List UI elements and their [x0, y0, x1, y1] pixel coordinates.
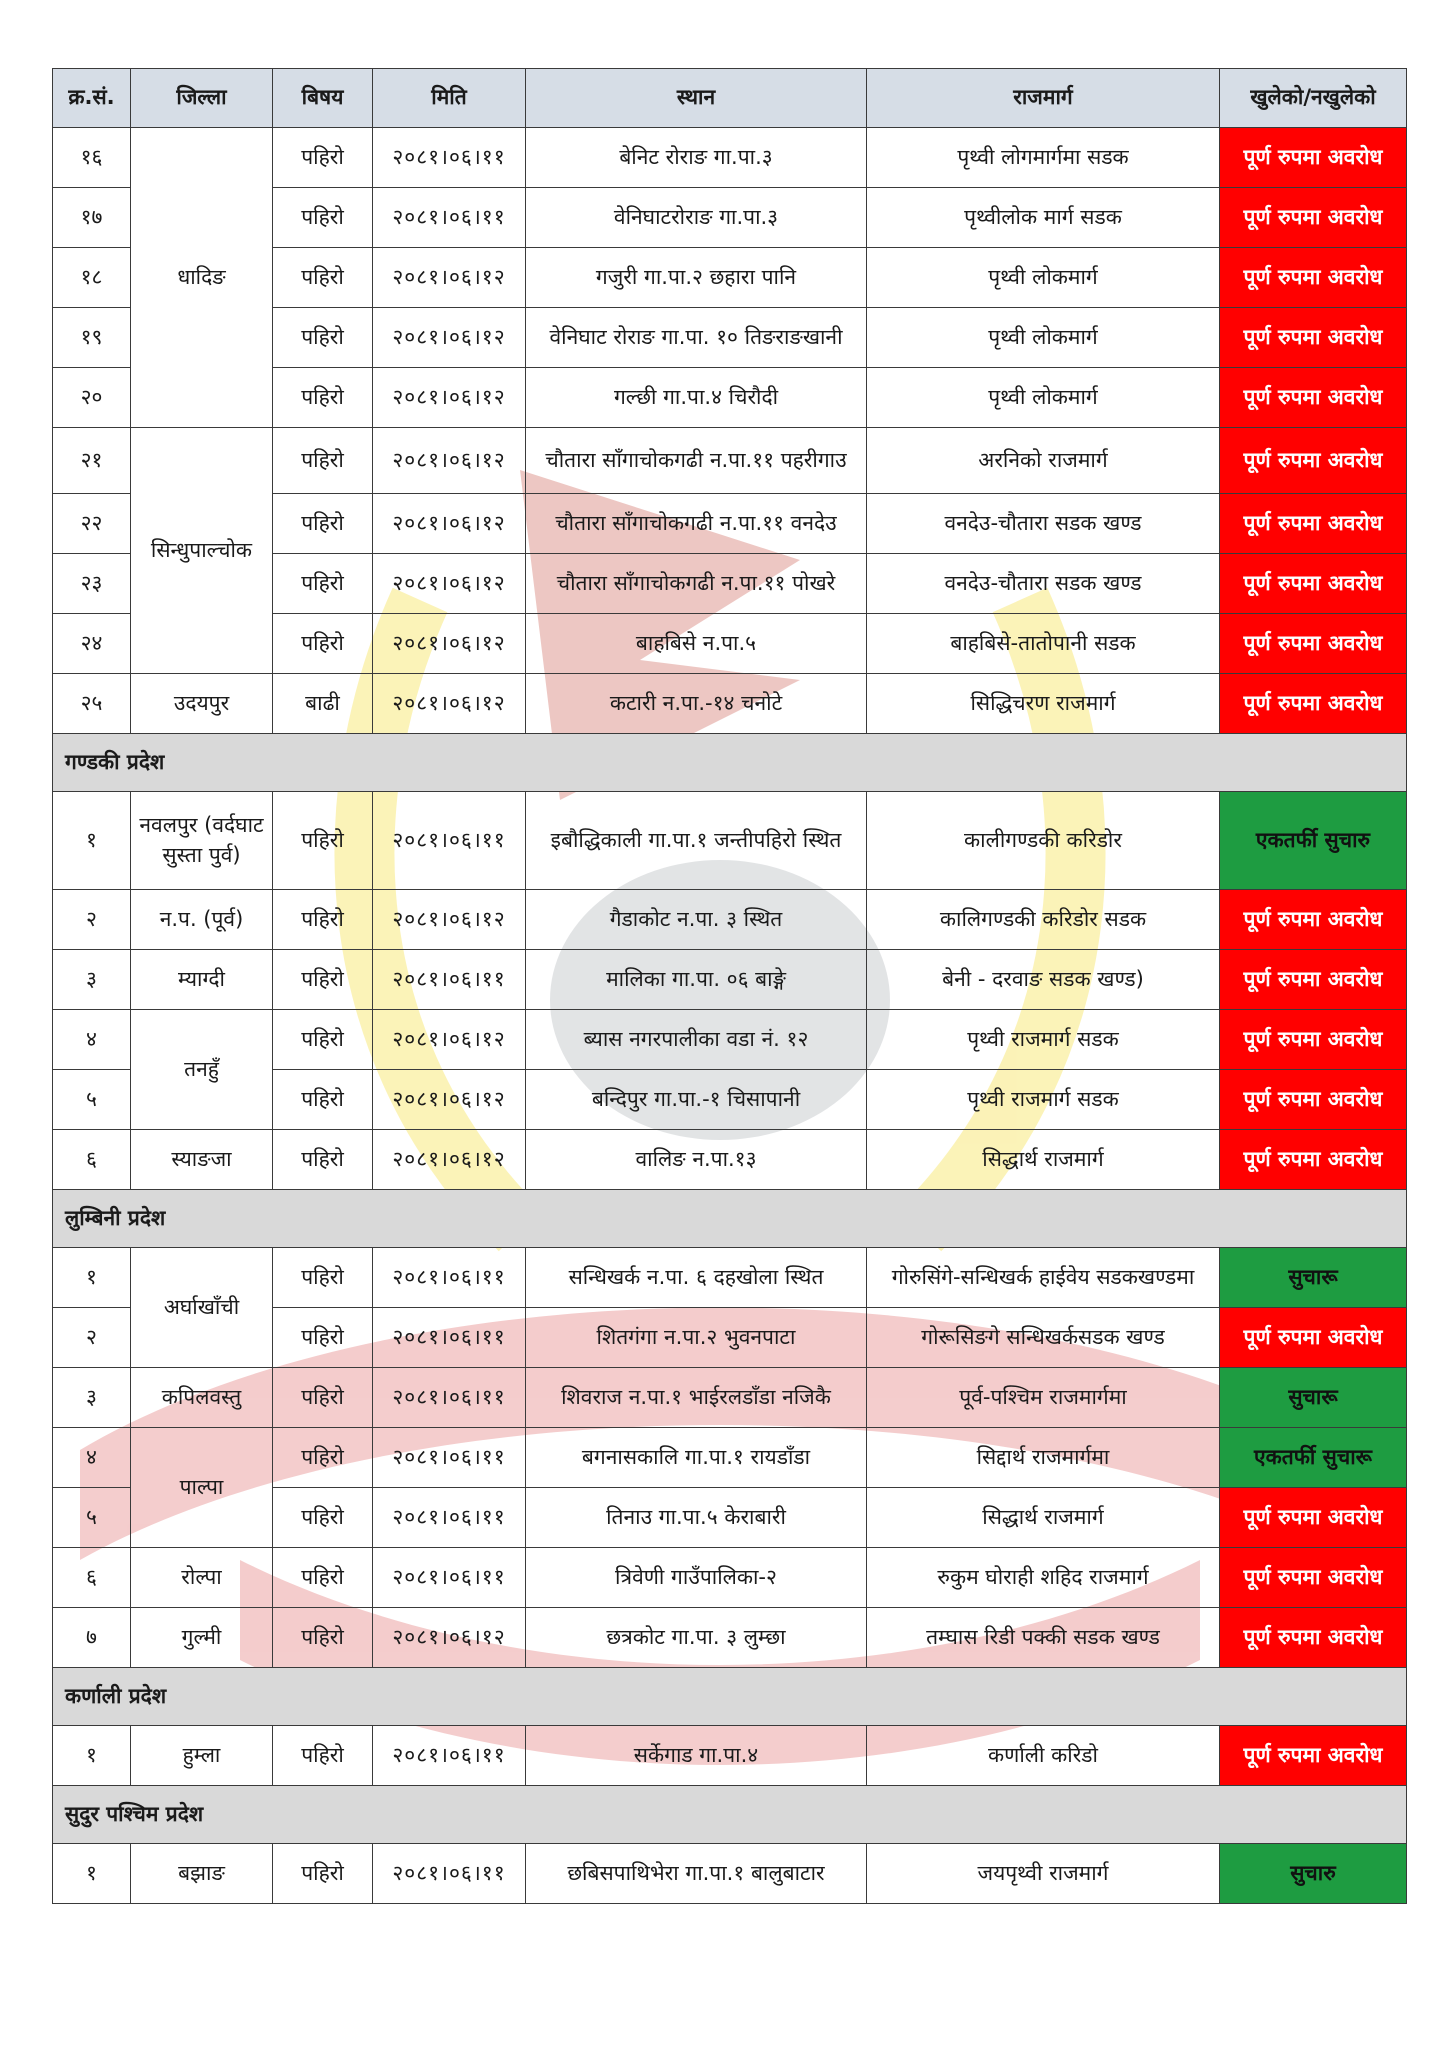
highway-cell: पृथ्वी लोकमार्ग [867, 308, 1220, 368]
status-cell: पूर्ण रुपमा अवरोध [1220, 308, 1407, 368]
place-cell: सन्धिखर्क न.पा. ६ दहखोला स्थित [526, 1248, 867, 1308]
date-cell: २०८१।०६।११ [373, 1248, 526, 1308]
status-cell: पूर्ण रुपमा अवरोध [1220, 494, 1407, 554]
highway-cell: पृथ्वी लोकमार्ग [867, 368, 1220, 428]
status-cell: पूर्ण रुपमा अवरोध [1220, 674, 1407, 734]
topic-cell: पहिरो [273, 1428, 373, 1488]
topic-cell: पहिरो [273, 1130, 373, 1190]
date-cell: २०८१।०६।१२ [373, 1608, 526, 1668]
table-row [53, 674, 1407, 734]
status-cell: पूर्ण रुपमा अवरोध [1220, 1308, 1407, 1368]
date-cell: २०८१।०६।१२ [373, 248, 526, 308]
date-cell: २०८१।०६।११ [373, 1368, 526, 1428]
header-place: स्थान [526, 69, 867, 128]
serial-cell: ५ [53, 1488, 131, 1548]
table-row [53, 950, 1407, 1010]
section-row [53, 1668, 1407, 1726]
header-topic: बिषय [273, 69, 373, 128]
serial-cell: २४ [53, 614, 131, 674]
status-cell: पूर्ण रुपमा अवरोध [1220, 428, 1407, 494]
status-cell: एकतर्फी सुचारु [1220, 792, 1407, 890]
district-cell: सिन्धुपाल्चोक [131, 428, 273, 674]
serial-cell: २० [53, 368, 131, 428]
topic-cell: पहिरो [273, 1488, 373, 1548]
date-cell: २०८१।०६।११ [373, 1308, 526, 1368]
district-cell: रोल्पा [131, 1548, 273, 1608]
serial-cell: २ [53, 1308, 131, 1368]
topic-cell: पहिरो [273, 248, 373, 308]
serial-cell: ६ [53, 1130, 131, 1190]
header-district: जिल्ला [131, 69, 273, 128]
serial-cell: २१ [53, 428, 131, 494]
topic-cell: पहिरो [273, 1070, 373, 1130]
district-cell: स्याङजा [131, 1130, 273, 1190]
place-cell: शितगंगा न.पा.२ भुवनपाटा [526, 1308, 867, 1368]
place-cell: छत्रकोट गा.पा. ३ लुम्छा [526, 1608, 867, 1668]
highway-cell: रुकुम घोराही शहिद राजमार्ग [867, 1548, 1220, 1608]
place-cell: ब्यास नगरपालीका वडा नं. १२ [526, 1010, 867, 1070]
highway-cell: बाहबिसे-तातोपानी सडक [867, 614, 1220, 674]
section-row [53, 1786, 1407, 1844]
header-serial: क्र.सं. [53, 69, 131, 128]
date-cell: २०८१।०६।११ [373, 188, 526, 248]
highway-cell: कर्णाली करिडो [867, 1726, 1220, 1786]
status-cell: पूर्ण रुपमा अवरोध [1220, 248, 1407, 308]
serial-cell: १८ [53, 248, 131, 308]
status-cell: पूर्ण रुपमा अवरोध [1220, 188, 1407, 248]
district-cell: पाल्पा [131, 1428, 273, 1548]
table-row [53, 1010, 1407, 1070]
topic-cell: पहिरो [273, 614, 373, 674]
district-cell: नवलपुर (वर्दघाट सुस्ता पुर्व) [131, 792, 273, 890]
serial-cell: २ [53, 890, 131, 950]
date-cell: २०८१।०६।११ [373, 1844, 526, 1904]
section-row [53, 1190, 1407, 1248]
date-cell: २०८१।०६।१२ [373, 1130, 526, 1190]
place-cell: वेनिघाट रोराङ गा.पा. १० तिङराङखानी [526, 308, 867, 368]
status-cell: पूर्ण रुपमा अवरोध [1220, 1726, 1407, 1786]
place-cell: बगनासकालि गा.पा.१ रायडाँडा [526, 1428, 867, 1488]
topic-cell: पहिरो [273, 792, 373, 890]
status-cell: पूर्ण रुपमा अवरोध [1220, 1130, 1407, 1190]
place-cell: तिनाउ गा.पा.५ केराबारी [526, 1488, 867, 1548]
section-row [53, 734, 1407, 792]
section-title: कर्णाली प्रदेश [53, 1668, 1407, 1726]
date-cell: २०८१।०६।१२ [373, 368, 526, 428]
table-row [53, 792, 1407, 890]
date-cell: २०८१।०६।१२ [373, 890, 526, 950]
table-body [53, 128, 1407, 1904]
serial-cell: १६ [53, 128, 131, 188]
serial-cell: ४ [53, 1428, 131, 1488]
place-cell: वेनिघाटरोराङ गा.पा.३ [526, 188, 867, 248]
table-row [53, 128, 1407, 188]
status-cell: पूर्ण रुपमा अवरोध [1220, 128, 1407, 188]
table-row [53, 1428, 1407, 1488]
date-cell: २०८१।०६।११ [373, 950, 526, 1010]
highway-cell: कालीगण्डकी करिडोर [867, 792, 1220, 890]
topic-cell: पहिरो [273, 1368, 373, 1428]
district-cell: तनहुँ [131, 1010, 273, 1130]
date-cell: २०८१।०६।११ [373, 792, 526, 890]
topic-cell: पहिरो [273, 1248, 373, 1308]
place-cell: बन्दिपुर गा.पा.-१ चिसापानी [526, 1070, 867, 1130]
topic-cell: पहिरो [273, 428, 373, 494]
topic-cell: पहिरो [273, 554, 373, 614]
table-row [53, 1368, 1407, 1428]
place-cell: चौतारा साँगाचोकगढी न.पा.११ पोखरे [526, 554, 867, 614]
highway-cell: पूर्व-पश्चिम राजमार्गमा [867, 1368, 1220, 1428]
status-cell: सुचारू [1220, 1248, 1407, 1308]
table-row [53, 1248, 1407, 1308]
status-cell: पूर्ण रुपमा अवरोध [1220, 950, 1407, 1010]
place-cell: इबौद्धिकाली गा.पा.१ जन्तीपहिरो स्थित [526, 792, 867, 890]
place-cell: छबिसपाथिभेरा गा.पा.१ बालुबाटार [526, 1844, 867, 1904]
topic-cell: पहिरो [273, 188, 373, 248]
status-cell: पूर्ण रुपमा अवरोध [1220, 1010, 1407, 1070]
date-cell: २०८१।०६।१२ [373, 1070, 526, 1130]
date-cell: २०८१।०६।११ [373, 1548, 526, 1608]
date-cell: २०८१।०६।११ [373, 1428, 526, 1488]
table-row [53, 1844, 1407, 1904]
highway-cell: बेनी - दरवाङ सडक खण्ड) [867, 950, 1220, 1010]
place-cell: गैडाकोट न.पा. ३ स्थित [526, 890, 867, 950]
topic-cell: बाढी [273, 674, 373, 734]
header-date: मिति [373, 69, 526, 128]
date-cell: २०८१।०६।१२ [373, 494, 526, 554]
status-cell: पूर्ण रुपमा अवरोध [1220, 368, 1407, 428]
topic-cell: पहिरो [273, 368, 373, 428]
date-cell: २०८१।०६।११ [373, 1488, 526, 1548]
table-row [53, 1726, 1407, 1786]
serial-cell: १ [53, 1844, 131, 1904]
place-cell: शिवराज न.पा.१ भाईरलडाँडा नजिकै [526, 1368, 867, 1428]
district-cell: धादिङ [131, 128, 273, 428]
place-cell: गजुरी गा.पा.२ छहारा पानि [526, 248, 867, 308]
serial-cell: २५ [53, 674, 131, 734]
topic-cell: पहिरो [273, 950, 373, 1010]
topic-cell: पहिरो [273, 890, 373, 950]
serial-cell: २२ [53, 494, 131, 554]
serial-cell: ६ [53, 1548, 131, 1608]
highway-cell: पृथ्वीलोक मार्ग सडक [867, 188, 1220, 248]
header-status: खुलेको/नखुलेको [1220, 69, 1407, 128]
place-cell: बाहबिसे न.पा.५ [526, 614, 867, 674]
date-cell: २०८१।०६।१२ [373, 674, 526, 734]
highway-cell: सिद्धिचरण राजमार्ग [867, 674, 1220, 734]
serial-cell: १ [53, 1248, 131, 1308]
status-cell: पूर्ण रुपमा अवरोध [1220, 1548, 1407, 1608]
district-cell: म्याग्दी [131, 950, 273, 1010]
date-cell: २०८१।०६।१२ [373, 554, 526, 614]
topic-cell: पहिरो [273, 1010, 373, 1070]
status-cell: पूर्ण रुपमा अवरोध [1220, 890, 1407, 950]
serial-cell: ७ [53, 1608, 131, 1668]
serial-cell: १ [53, 792, 131, 890]
highway-cell: पृथ्वी राजमार्ग सडक [867, 1010, 1220, 1070]
date-cell: २०८१।०६।१२ [373, 428, 526, 494]
serial-cell: २३ [53, 554, 131, 614]
serial-cell: १७ [53, 188, 131, 248]
highway-cell: वनदेउ-चौतारा सडक खण्ड [867, 494, 1220, 554]
place-cell: चौतारा साँगाचोकगढी न.पा.११ पहरीगाउ [526, 428, 867, 494]
serial-cell: ४ [53, 1010, 131, 1070]
highway-cell: जयपृथ्वी राजमार्ग [867, 1844, 1220, 1904]
highway-cell: सिद्धार्थ राजमार्ग [867, 1130, 1220, 1190]
status-cell: एकतर्फी सुचारू [1220, 1428, 1407, 1488]
district-cell: कपिलवस्तु [131, 1368, 273, 1428]
header-highway: राजमार्ग [867, 69, 1220, 128]
topic-cell: पहिरो [273, 128, 373, 188]
serial-cell: १९ [53, 308, 131, 368]
serial-cell: ३ [53, 950, 131, 1010]
place-cell: वालिङ न.पा.१३ [526, 1130, 867, 1190]
topic-cell: पहिरो [273, 1726, 373, 1786]
topic-cell: पहिरो [273, 1548, 373, 1608]
date-cell: २०८१।०६।१२ [373, 1010, 526, 1070]
table-row [53, 1608, 1407, 1668]
topic-cell: पहिरो [273, 1844, 373, 1904]
serial-cell: ५ [53, 1070, 131, 1130]
topic-cell: पहिरो [273, 1608, 373, 1668]
section-title: लुम्बिनी प्रदेश [53, 1190, 1407, 1248]
table-header-row [53, 69, 1407, 128]
district-cell: अर्घाखाँची [131, 1248, 273, 1368]
district-cell: उदयपुर [131, 674, 273, 734]
highway-cell: वनदेउ-चौतारा सडक खण्ड [867, 554, 1220, 614]
date-cell: २०८१।०६।१२ [373, 614, 526, 674]
highway-cell: पृथ्वी लोकमार्ग [867, 248, 1220, 308]
section-title: सुदुर पश्चिम प्रदेश [53, 1786, 1407, 1844]
highway-cell: सिद्दार्थ राजमार्गमा [867, 1428, 1220, 1488]
topic-cell: पहिरो [273, 308, 373, 368]
status-cell: सुचारु [1220, 1844, 1407, 1904]
highway-cell: कालिगण्डकी करिडोर सडक [867, 890, 1220, 950]
place-cell: मालिका गा.पा. ०६ बाङ्गे [526, 950, 867, 1010]
date-cell: २०८१।०६।१२ [373, 308, 526, 368]
highway-cell: सिद्धार्थ राजमार्ग [867, 1488, 1220, 1548]
status-cell: सुचारू [1220, 1368, 1407, 1428]
highway-cell: तम्घास रिडी पक्की सडक खण्ड [867, 1608, 1220, 1668]
district-cell: बझाङ [131, 1844, 273, 1904]
table-row [53, 1548, 1407, 1608]
serial-cell: १ [53, 1726, 131, 1786]
table-row [53, 1130, 1407, 1190]
district-cell: गुल्मी [131, 1608, 273, 1668]
place-cell: त्रिवेणी गाउँपालिका-२ [526, 1548, 867, 1608]
status-cell: पूर्ण रुपमा अवरोध [1220, 1070, 1407, 1130]
table-row [53, 890, 1407, 950]
highway-cell: अरनिको राजमार्ग [867, 428, 1220, 494]
district-cell: हुम्ला [131, 1726, 273, 1786]
place-cell: चौतारा साँगाचोकगढी न.पा.११ वनदेउ [526, 494, 867, 554]
highway-cell: गोरुसिंगे-सन्धिखर्क हाईवेय सडकखण्डमा [867, 1248, 1220, 1308]
highway-cell: पृथ्वी लोगमार्गमा सडक [867, 128, 1220, 188]
place-cell: गल्छी गा.पा.४ चिरौदी [526, 368, 867, 428]
section-title: गण्डकी प्रदेश [53, 734, 1407, 792]
place-cell: कटारी न.पा.-१४ चनोटे [526, 674, 867, 734]
district-cell: न.प. (पूर्व) [131, 890, 273, 950]
status-cell: पूर्ण रुपमा अवरोध [1220, 1488, 1407, 1548]
highway-cell: गोरूसिङगे सन्धिखर्कसडक खण्ड [867, 1308, 1220, 1368]
status-cell: पूर्ण रुपमा अवरोध [1220, 554, 1407, 614]
table-row [53, 428, 1407, 494]
place-cell: बेनिट रोराङ गा.पा.३ [526, 128, 867, 188]
date-cell: २०८१।०६।११ [373, 128, 526, 188]
topic-cell: पहिरो [273, 494, 373, 554]
highway-cell: पृथ्वी राजमार्ग सडक [867, 1070, 1220, 1130]
topic-cell: पहिरो [273, 1308, 373, 1368]
place-cell: सर्केगाड गा.पा.४ [526, 1726, 867, 1786]
serial-cell: ३ [53, 1368, 131, 1428]
road-status-table [52, 68, 1407, 1904]
status-cell: पूर्ण रुपमा अवरोध [1220, 1608, 1407, 1668]
status-cell: पूर्ण रुपमा अवरोध [1220, 614, 1407, 674]
date-cell: २०८१।०६।११ [373, 1726, 526, 1786]
